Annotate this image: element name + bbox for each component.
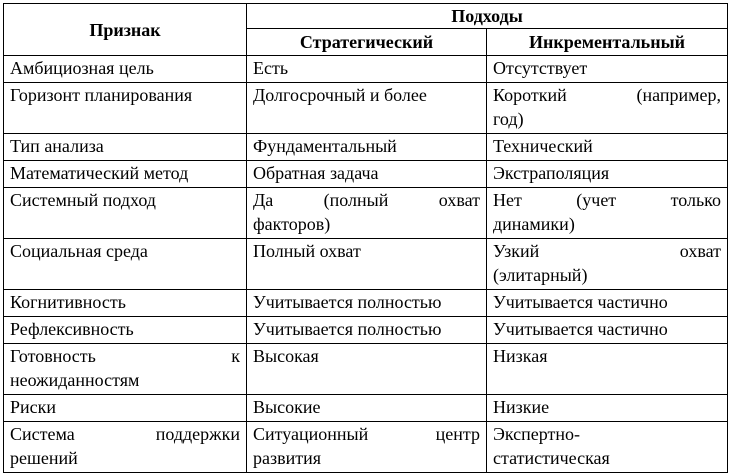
header-incremental: Инкрементальный (487, 29, 728, 56)
cell-text: Есть (253, 58, 289, 78)
cell-text: Учитывается частично (493, 319, 668, 339)
cell-text: Экспертно- (493, 424, 581, 444)
cell-incremental (487, 83, 728, 134)
cell-strategic (247, 422, 487, 473)
cell-text: Математический метод (10, 163, 189, 183)
cell-feature (4, 83, 247, 134)
cell-text: Учитывается частично (493, 292, 668, 312)
cell-incremental (487, 422, 728, 473)
cell-incremental (487, 56, 728, 83)
table-row (4, 56, 728, 83)
header-feature: Признак (4, 4, 247, 56)
cell-incremental (487, 344, 728, 395)
cell-strategic (247, 134, 487, 161)
cell-text: Системный подход (10, 190, 156, 210)
cell-text: Учитывается полностью (253, 292, 442, 312)
cell-text: Готовность к (10, 346, 240, 366)
cell-strategic (247, 317, 487, 344)
cell-feature (4, 290, 247, 317)
cell-text: Горизонт планирования (10, 85, 193, 105)
cell-incremental (487, 317, 728, 344)
cell-strategic (247, 56, 487, 83)
cell-feature (4, 161, 247, 188)
cell-text: (элитарный) (493, 265, 588, 285)
cell-text: динамики) (493, 214, 575, 234)
cell-text: Обратная задача (253, 163, 379, 183)
approaches-comparison-table (3, 3, 728, 473)
cell-feature (4, 134, 247, 161)
cell-text: Система поддержки (10, 424, 240, 444)
table-row (4, 188, 728, 239)
table-body (4, 56, 728, 473)
cell-text: Короткий (например, (493, 85, 721, 105)
cell-text: Да (полный охват (253, 190, 480, 210)
cell-feature (4, 188, 247, 239)
cell-text: Высокие (253, 397, 321, 417)
cell-text: развития (253, 448, 322, 468)
header-strategic: Стратегический (247, 29, 487, 56)
cell-incremental (487, 290, 728, 317)
cell-text: факторов) (253, 214, 331, 234)
cell-strategic (247, 290, 487, 317)
cell-text: Экстраполяция (493, 163, 610, 183)
cell-strategic (247, 239, 487, 290)
cell-text: статистическая (493, 448, 610, 468)
cell-text: Низкая (493, 346, 548, 366)
cell-strategic (247, 395, 487, 422)
cell-feature (4, 317, 247, 344)
cell-text: год) (493, 109, 524, 129)
cell-incremental (487, 188, 728, 239)
cell-strategic (247, 161, 487, 188)
table-header-row (4, 4, 728, 29)
cell-strategic (247, 188, 487, 239)
cell-feature (4, 56, 247, 83)
cell-text: Отсутствует (493, 58, 588, 78)
table-row (4, 83, 728, 134)
cell-strategic (247, 344, 487, 395)
cell-text: Узкий охват (493, 241, 721, 261)
cell-text: Нет (учет только (493, 190, 721, 210)
table-row (4, 239, 728, 290)
cell-feature (4, 239, 247, 290)
cell-incremental (487, 395, 728, 422)
table-row (4, 344, 728, 395)
cell-text: Низкие (493, 397, 550, 417)
cell-incremental (487, 134, 728, 161)
cell-text: Ситуационный центр (253, 424, 480, 444)
cell-text: Учитывается полностью (253, 319, 442, 339)
table-row (4, 395, 728, 422)
cell-text: Полный охват (253, 241, 361, 261)
cell-strategic (247, 83, 487, 134)
cell-text: Когнитивность (10, 292, 126, 312)
cell-feature (4, 395, 247, 422)
cell-text: Риски (10, 397, 57, 417)
table-row (4, 422, 728, 473)
cell-text: Рефлексивность (10, 319, 134, 339)
cell-text: решений (10, 448, 78, 468)
cell-text: Социальная среда (10, 241, 148, 261)
cell-text: Долгосрочный и более (253, 85, 427, 105)
cell-text: неожиданностям (10, 370, 140, 390)
cell-feature (4, 422, 247, 473)
header-approaches: Подходы (247, 4, 728, 29)
cell-incremental (487, 161, 728, 188)
cell-feature (4, 344, 247, 395)
table-row (4, 290, 728, 317)
cell-text: Высокая (253, 346, 319, 366)
cell-text: Технический (493, 136, 593, 156)
table-row (4, 161, 728, 188)
cell-text: Тип анализа (10, 136, 104, 156)
table-row (4, 317, 728, 344)
cell-incremental (487, 239, 728, 290)
table-row (4, 134, 728, 161)
cell-text: Фундаментальный (253, 136, 397, 156)
cell-text: Амбициозная цель (10, 58, 154, 78)
